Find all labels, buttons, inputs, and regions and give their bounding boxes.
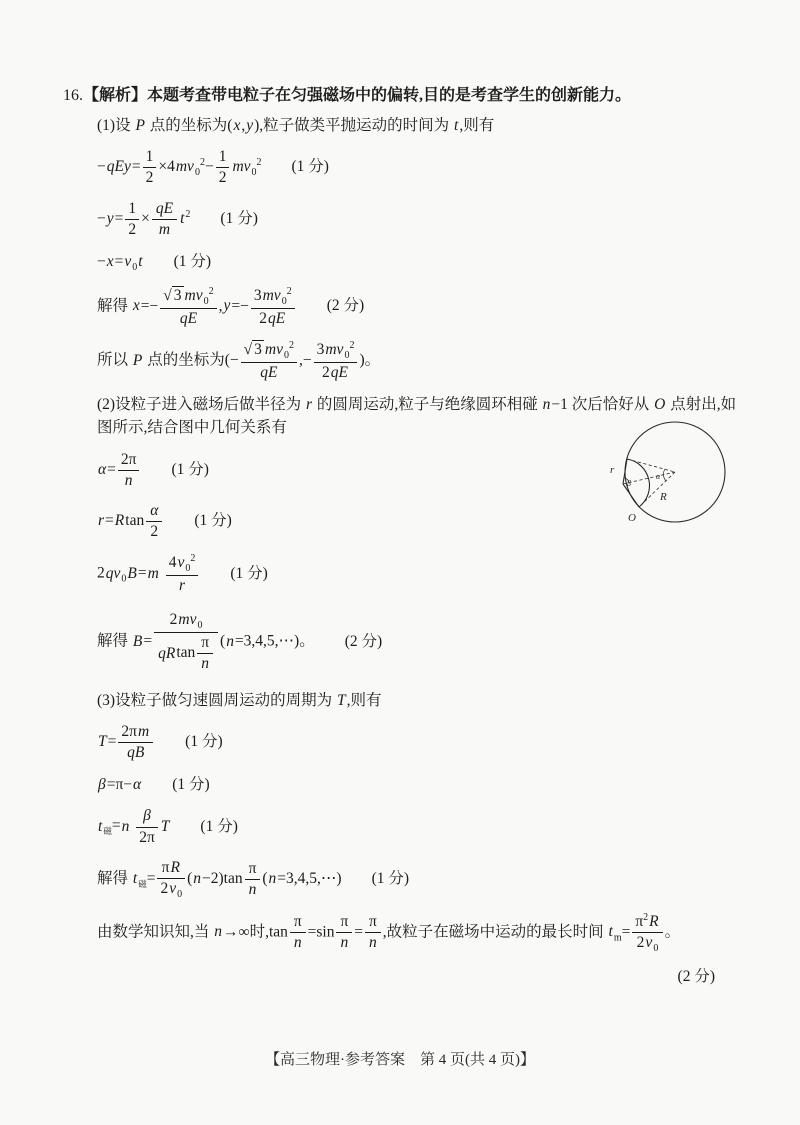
text: ( — [187, 869, 193, 887]
fraction — [143, 147, 157, 188]
text: = — [131, 158, 141, 176]
text: (1)设 — [97, 117, 135, 134]
fraction — [118, 450, 140, 491]
text: 3 — [254, 340, 262, 358]
text: =− — [140, 297, 159, 315]
alpha-angle-arc — [663, 469, 666, 481]
subscript: 0 — [283, 349, 289, 361]
fraction-denominator — [152, 220, 177, 240]
math-variable: qE — [155, 199, 174, 217]
math-variable: mv — [184, 286, 203, 304]
text: 所以 — [97, 351, 132, 369]
radical-sign: √ — [243, 340, 253, 358]
score-mark: (1 分) — [371, 869, 410, 887]
solution-header — [63, 84, 741, 108]
label-beta: β — [627, 479, 631, 488]
fraction-numerator — [136, 806, 158, 827]
text: − — [97, 209, 106, 227]
label-O: O — [628, 512, 636, 524]
subscript: 0 — [132, 261, 138, 273]
text: 2 — [145, 169, 154, 187]
fraction — [197, 633, 213, 674]
text: = — [111, 817, 121, 835]
coordinates-conclusion — [63, 339, 741, 383]
fraction-denominator — [245, 880, 261, 900]
math-variable: y — [246, 117, 254, 134]
math-variable: mv — [262, 286, 281, 304]
fraction-numerator — [152, 199, 177, 220]
text: 1 — [218, 148, 227, 166]
fraction — [152, 199, 177, 240]
text: π — [368, 913, 377, 931]
math-variable: x — [132, 297, 140, 315]
label-r: r — [610, 464, 615, 476]
page-footer: 【高三物理·参考答案 第 4 页(共 4 页)】 — [265, 1052, 535, 1068]
math-variable: t — [180, 209, 185, 227]
fraction-denominator — [365, 933, 381, 953]
math-variable: n — [226, 633, 234, 650]
label-R: R — [660, 491, 667, 503]
math-variable: m — [158, 220, 171, 238]
math-variable: R — [114, 512, 125, 530]
fraction — [136, 806, 158, 847]
math-variable: mv — [264, 340, 283, 358]
fraction-denominator — [290, 933, 306, 953]
math-variable: r — [178, 577, 186, 595]
math-variable: x — [233, 117, 241, 134]
text: 。 — [664, 923, 681, 941]
text: 2π — [139, 828, 155, 846]
superscript: 2 — [288, 339, 294, 351]
fraction-denominator — [197, 654, 213, 674]
superscript: 2 — [256, 157, 262, 169]
score-mark: (1 分) — [173, 252, 212, 270]
subscript: 0 — [197, 620, 203, 632]
text: (2)设粒子进入磁场后做半径为 — [97, 396, 305, 414]
fraction-numerator — [632, 911, 662, 933]
text: = — [107, 733, 117, 751]
score-mark: (1 分) — [291, 158, 329, 176]
text: 2 — [218, 169, 227, 187]
fraction-denominator — [314, 363, 358, 383]
text: tan — [176, 644, 196, 662]
math-variable: R — [170, 858, 180, 876]
text: 3 — [173, 286, 182, 304]
text: ,则有 — [459, 117, 495, 134]
text: = — [143, 633, 153, 650]
fraction — [290, 912, 306, 953]
fraction — [365, 912, 381, 953]
text: π — [161, 858, 170, 876]
math-variable: qv — [105, 564, 121, 582]
text: =π− — [106, 776, 133, 794]
math-variable: v — [645, 933, 653, 951]
text: − — [204, 158, 214, 176]
subscript: 0 — [185, 563, 191, 575]
math-variable: n — [368, 934, 377, 952]
superscript: 2 — [199, 157, 205, 169]
dashed-chord-top — [627, 459, 675, 472]
fraction — [118, 722, 153, 763]
math-variable: t — [608, 923, 613, 941]
math-variable: qE — [179, 309, 198, 327]
fraction — [241, 339, 297, 383]
fraction-denominator — [251, 309, 295, 329]
text: 点的坐标为( — [145, 117, 233, 134]
fraction-numerator — [314, 339, 358, 363]
text: π — [340, 913, 349, 931]
math-variable: B — [132, 633, 143, 650]
text: × — [141, 209, 150, 227]
fraction-numerator — [125, 199, 139, 220]
text: 点的坐标为(− — [143, 351, 239, 369]
text: ( — [262, 869, 268, 887]
text: 4 — [168, 554, 177, 572]
text: 2 — [322, 363, 330, 381]
text: = — [137, 564, 147, 582]
radical-sign: √ — [163, 286, 172, 304]
math-variable: y — [223, 297, 231, 315]
math-variable: m — [137, 722, 150, 740]
math-variable: t — [454, 117, 459, 134]
math-variable: v — [177, 554, 185, 572]
label-alpha: α — [656, 472, 661, 481]
fraction — [157, 858, 185, 901]
text: 1 — [128, 199, 137, 217]
text: 1 — [145, 148, 154, 166]
fraction-denominator — [118, 743, 153, 763]
text: 2 — [169, 611, 178, 629]
math-variable: r — [98, 512, 105, 530]
bold-text: 【解析】本题考查带电粒子在匀强磁场中的偏转,目的是考查学生的创新能力。 — [83, 87, 632, 104]
math-variable: n — [268, 869, 277, 887]
geometry-figure — [604, 413, 742, 537]
math-variable: α — [133, 776, 142, 794]
fraction-numerator — [290, 912, 306, 933]
text: 由数学知识知,当 — [97, 923, 214, 941]
math-variable: B — [127, 564, 137, 582]
text: = — [114, 209, 124, 227]
subscript: 0 — [121, 573, 127, 585]
math-variable: t — [132, 869, 138, 887]
superscript: 2 — [208, 285, 214, 297]
part1-intro — [63, 114, 741, 137]
formula-y — [63, 199, 741, 240]
text — [130, 818, 134, 835]
text: 2 — [636, 933, 645, 951]
subscript: 0 — [177, 888, 183, 900]
text: 解得 — [97, 869, 132, 887]
fraction — [154, 610, 218, 674]
math-variable: x — [106, 252, 114, 270]
limit-conclusion — [63, 911, 741, 955]
text: =3,4,5,⋯)。 — [234, 633, 315, 650]
fraction — [160, 285, 216, 329]
text: π — [635, 912, 644, 930]
text: 16. — [63, 87, 83, 104]
text: ),粒子做类平抛运动的时间为 — [254, 117, 454, 134]
math-variable: v — [169, 879, 177, 897]
fraction — [146, 501, 162, 542]
score-mark: (1 分) — [172, 776, 210, 794]
score-mark: (1 分) — [230, 564, 268, 582]
text: = — [146, 869, 156, 887]
subscript: m — [613, 932, 622, 944]
superscript: 2 — [185, 208, 191, 220]
math-variable: n — [340, 934, 349, 952]
text: 2 — [160, 879, 169, 897]
subscript: 0 — [203, 295, 209, 307]
math-variable: n — [214, 923, 223, 941]
fraction-denominator — [154, 633, 218, 674]
fraction-numerator — [160, 285, 216, 309]
text: ,则有 — [346, 691, 382, 709]
text: = — [354, 923, 363, 941]
math-variable: n — [542, 396, 551, 414]
math-variable: y — [106, 209, 114, 227]
radius-r-lines — [623, 459, 639, 507]
subscript: 0 — [653, 942, 659, 954]
math-variable: qR — [158, 644, 176, 662]
superscript: 2 — [286, 285, 292, 297]
fraction-denominator — [166, 576, 199, 596]
math-variable: qE — [260, 363, 278, 381]
score-mark: (1 分) — [200, 817, 238, 835]
math-variable: qB — [127, 743, 145, 761]
text: − — [97, 158, 106, 176]
math-variable: qEy — [106, 158, 131, 176]
superscript: 2 — [349, 339, 355, 351]
formula-t-solution — [63, 858, 741, 901]
fraction-numerator — [216, 147, 230, 168]
math-variable: T — [336, 691, 346, 709]
math-variable: m — [147, 564, 159, 582]
score-mark: (1 分) — [220, 209, 258, 227]
math-variable: qE — [268, 309, 286, 327]
text: 解得 — [97, 297, 132, 315]
math-variable: T — [160, 817, 170, 835]
square-root — [244, 340, 264, 360]
score-mark: (2 分) — [326, 297, 365, 315]
formula-x — [63, 250, 741, 275]
fraction — [245, 859, 261, 900]
fraction-numerator — [157, 858, 185, 879]
fraction-numerator — [197, 633, 213, 654]
text: 2π — [121, 722, 137, 740]
math-variable: t — [138, 252, 143, 270]
text: = — [107, 460, 116, 478]
text: 2 — [97, 564, 105, 582]
fraction-denominator — [143, 168, 157, 188]
formula-t-magnetic — [63, 806, 741, 847]
score-mark: (1 分) — [185, 733, 223, 751]
formula-beta — [63, 773, 741, 796]
fraction-denominator — [160, 309, 216, 329]
math-variable: P — [132, 351, 143, 369]
text: ,故粒子在磁场中运动的最长时间 — [382, 923, 608, 941]
square-root — [163, 286, 183, 306]
fraction — [314, 339, 358, 383]
superscript: 2 — [190, 553, 196, 565]
math-variable: P — [135, 117, 145, 134]
text: 的圆周运动,粒子与绝缘圆环相碰 — [313, 396, 542, 414]
formula-energy — [63, 147, 741, 188]
part3-intro — [63, 689, 741, 712]
fraction-denominator — [146, 522, 162, 542]
final-score — [63, 965, 741, 988]
subscript: 0 — [194, 167, 200, 179]
fraction-denominator — [118, 471, 140, 491]
fraction — [216, 147, 230, 188]
fraction-denominator — [216, 168, 230, 188]
math-variable: mv — [178, 611, 197, 629]
subscript: 0 — [281, 295, 287, 307]
math-variable: r — [305, 396, 312, 414]
text: =sin — [307, 923, 335, 941]
math-variable: n — [193, 869, 202, 887]
text: = — [105, 512, 114, 530]
formula-B-solution — [63, 610, 741, 674]
radicand — [252, 340, 264, 360]
text: ( — [220, 633, 226, 650]
text: 3 — [253, 286, 262, 304]
fraction-denominator — [241, 363, 297, 383]
formula-newton — [63, 552, 741, 596]
fraction — [632, 911, 662, 955]
fraction — [336, 912, 352, 953]
math-variable: qE — [330, 363, 348, 381]
math-variable: α — [98, 460, 107, 478]
text: 3 — [316, 340, 325, 358]
score-mark: (1 分) — [194, 512, 232, 530]
fraction-numerator — [245, 859, 261, 880]
fraction-numerator — [166, 552, 199, 576]
text: (3)设粒子做匀速圆周运动的周期为 — [97, 691, 336, 709]
text: π — [293, 913, 302, 931]
fraction-numerator — [118, 722, 153, 743]
fraction — [166, 552, 199, 596]
fraction-numerator — [154, 610, 218, 633]
text: = — [114, 252, 124, 270]
math-variable: mv — [175, 158, 194, 176]
subscript-cjk: 磁 — [103, 826, 112, 837]
text: ×4 — [158, 158, 175, 176]
math-variable: t — [98, 817, 103, 835]
text: , — [218, 297, 223, 315]
text: 点射出,如图所示,结合图中几何关系有 — [97, 396, 737, 437]
text: 2 — [259, 309, 268, 327]
subscript: 0 — [251, 167, 257, 179]
text: π — [248, 859, 257, 877]
math-variable: n — [248, 880, 257, 898]
fraction-denominator — [125, 220, 139, 240]
math-variable: R — [649, 912, 659, 930]
text: (2 分) — [677, 967, 715, 985]
math-variable: n — [201, 655, 210, 673]
subscript-cjk: 磁 — [138, 878, 147, 889]
fraction — [251, 285, 295, 329]
score-mark: (1 分) — [171, 460, 209, 478]
text: tan — [125, 512, 145, 530]
fraction-denominator — [157, 879, 185, 901]
math-variable: mv — [325, 340, 344, 358]
fraction-numerator — [143, 147, 157, 168]
math-variable: n — [293, 934, 302, 952]
text: − — [97, 252, 106, 270]
fraction — [125, 199, 139, 240]
score-mark: (2 分) — [344, 633, 383, 650]
text: ,− — [298, 351, 312, 369]
text: , — [241, 117, 246, 134]
text: 2 — [128, 220, 137, 238]
text: →∞时,tan — [223, 923, 288, 941]
math-variable: α — [150, 501, 159, 519]
fraction-numerator — [251, 285, 295, 309]
subscript: 0 — [344, 349, 350, 361]
fraction-numerator — [118, 450, 140, 471]
text: 2π — [120, 450, 137, 468]
math-variable: n — [121, 817, 130, 835]
fraction-numerator — [336, 912, 352, 933]
fraction-denominator — [136, 828, 158, 848]
formula-xy-solution — [63, 285, 741, 329]
fraction-denominator — [632, 933, 662, 955]
fraction-numerator — [365, 912, 381, 933]
formula-period — [63, 722, 741, 763]
text: −1 次后恰好从 — [551, 396, 654, 414]
fraction-numerator — [146, 501, 162, 522]
text: 解得 — [97, 633, 132, 650]
math-variable: β — [143, 807, 151, 825]
math-variable: n — [124, 471, 133, 489]
text: )。 — [359, 351, 381, 369]
math-variable: O — [654, 396, 666, 414]
text: = — [621, 923, 631, 941]
text — [160, 565, 164, 582]
superscript: 2 — [643, 911, 649, 923]
math-variable: v — [124, 252, 132, 270]
math-variable: T — [98, 733, 107, 751]
radicand — [172, 286, 184, 306]
text: =− — [231, 297, 249, 315]
text: π — [201, 634, 210, 652]
text: 2 — [150, 523, 159, 541]
text: =3,4,5,⋯) — [277, 869, 342, 887]
math-variable: mv — [232, 158, 251, 176]
fraction-numerator — [241, 339, 297, 363]
math-variable: β — [98, 776, 106, 794]
fraction-denominator — [336, 933, 352, 953]
text: −2)tan — [202, 869, 243, 887]
